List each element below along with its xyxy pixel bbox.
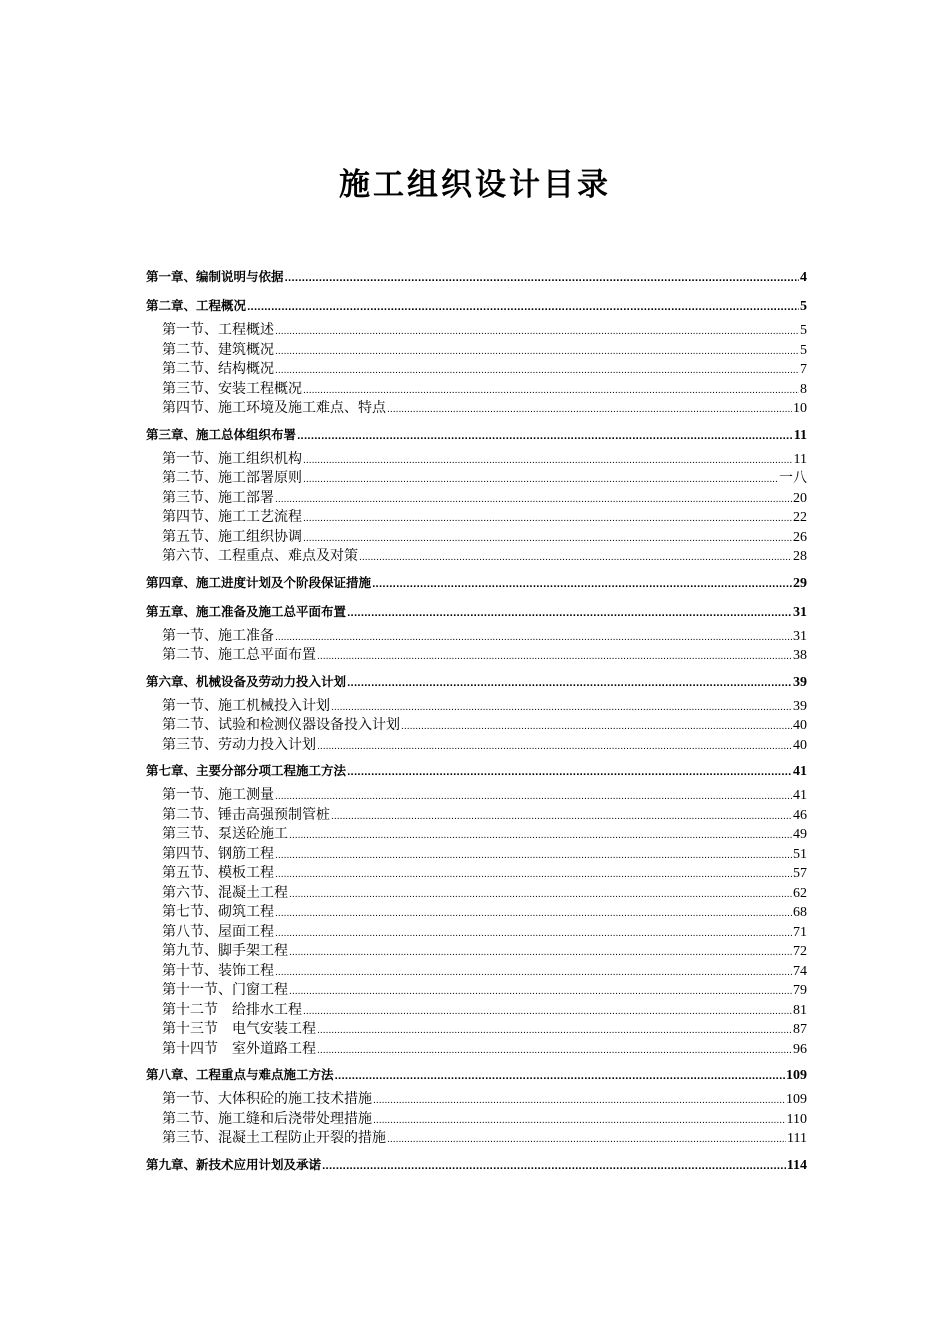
- toc-section-entry[interactable]: [146, 341, 807, 361]
- dot-leader: [275, 627, 792, 649]
- toc-page-number: 29: [793, 575, 807, 591]
- toc-entry-title: 第七章、主要分部分项工程施工方法: [146, 763, 347, 778]
- toc-page-number: 20: [793, 490, 807, 506]
- toc-entry-title: 第一节、施工准备: [162, 627, 274, 644]
- toc-section-entry[interactable]: [146, 627, 807, 647]
- table-of-contents: [146, 262, 807, 1179]
- toc-page-number: 40: [793, 737, 807, 753]
- toc-section-entry[interactable]: [146, 697, 807, 717]
- dot-leader: [275, 786, 792, 808]
- toc-entry-title: 第十节、装饰工程: [162, 962, 274, 979]
- toc-entry-title: 第九节、脚手架工程: [162, 943, 288, 959]
- dot-leader: [275, 903, 792, 925]
- dot-leader: [303, 380, 799, 402]
- dot-leader: [331, 806, 792, 828]
- toc-entry-title: 第六章、机械设备及劳动力投入计划: [146, 673, 347, 689]
- toc-section-entry[interactable]: [146, 1001, 807, 1021]
- toc-section-entry[interactable]: [146, 903, 807, 923]
- toc-page-number: 5: [800, 323, 807, 338]
- toc-entry-title: 第一节、施工机械投入计划: [162, 697, 330, 714]
- toc-page-number: 74: [793, 963, 807, 979]
- dot-leader: [317, 646, 792, 668]
- dot-leader: [303, 1001, 792, 1023]
- dot-leader: [275, 845, 792, 867]
- dot-leader: [275, 489, 792, 511]
- toc-entry-title: 第一章、编制说明与依据: [146, 269, 284, 284]
- dot-leader: [303, 450, 793, 472]
- toc-page-number: 11: [793, 427, 807, 443]
- toc-page-number: 40: [793, 718, 807, 733]
- dot-leader: [247, 291, 799, 323]
- toc-section-entry[interactable]: [146, 508, 807, 528]
- toc-page-number: 51: [793, 846, 807, 862]
- toc-section-entry[interactable]: [146, 469, 807, 489]
- toc-page-number: 31: [793, 604, 807, 620]
- toc-page-number: 8: [800, 381, 807, 397]
- toc-section-entry[interactable]: [146, 825, 807, 845]
- toc-entry-title: 第二节、施工缝和后浇带处理措施: [162, 1110, 372, 1127]
- toc-section-entry[interactable]: [146, 450, 807, 470]
- toc-page-number: 10: [793, 401, 807, 416]
- toc-page-number: 111: [787, 1131, 807, 1146]
- toc-chapter-entry[interactable]: [146, 597, 807, 626]
- toc-page-number: 72: [793, 944, 807, 959]
- dot-leader: [289, 825, 792, 847]
- toc-page-number: 87: [793, 1022, 807, 1037]
- toc-entry-title: 第八节、屋面工程: [162, 923, 274, 940]
- toc-page-number: 46: [793, 807, 807, 823]
- toc-chapter-entry[interactable]: [146, 262, 807, 291]
- toc-entry-title: 第三节、劳动力投入计划: [162, 736, 316, 753]
- dot-leader: [317, 1020, 792, 1042]
- dot-leader: [303, 469, 778, 491]
- toc-page-number: 79: [793, 983, 807, 998]
- toc-page-number: 71: [793, 924, 807, 940]
- toc-chapter-entry[interactable]: [146, 667, 807, 696]
- toc-section-entry[interactable]: [146, 786, 807, 806]
- toc-section-entry[interactable]: [146, 321, 807, 341]
- toc-entry-title: 第一节、施工组织机构: [162, 450, 302, 467]
- dot-leader: [387, 1129, 786, 1151]
- dot-leader: [297, 420, 793, 452]
- toc-section-entry[interactable]: [146, 736, 807, 756]
- dot-leader: [275, 864, 792, 886]
- dot-leader: [289, 884, 792, 906]
- dot-leader: [373, 1090, 785, 1112]
- toc-page-number: 57: [793, 866, 807, 881]
- dot-leader: [275, 321, 799, 343]
- toc-section-entry[interactable]: [146, 528, 807, 548]
- toc-chapter-entry[interactable]: [146, 1060, 807, 1089]
- dot-leader: [303, 508, 792, 530]
- toc-section-entry[interactable]: [146, 923, 807, 943]
- toc-section-entry[interactable]: [146, 399, 807, 419]
- toc-entry-title: 第二节、施工部署原则: [162, 470, 302, 486]
- toc-entry-title: 第一节、施工测量: [162, 787, 274, 803]
- toc-page-number: 49: [793, 827, 807, 842]
- toc-page-number: 22: [793, 510, 807, 525]
- dot-leader: [347, 597, 792, 629]
- toc-section-entry[interactable]: [146, 962, 807, 982]
- toc-page-number: 11: [793, 451, 807, 467]
- toc-section-entry[interactable]: [146, 942, 807, 962]
- toc-chapter-entry[interactable]: [146, 1150, 807, 1179]
- toc-page-number: 62: [793, 885, 807, 901]
- toc-chapter-entry[interactable]: [146, 291, 807, 320]
- dot-leader: [275, 360, 799, 382]
- toc-entry-title: 第三节、混凝土工程防止开裂的措施: [162, 1130, 386, 1146]
- toc-entry-title: 第三节、施工部署: [162, 489, 274, 506]
- toc-page-number: 81: [793, 1002, 807, 1018]
- toc-entry-title: 第三节、安装工程概况: [162, 380, 302, 397]
- toc-page-number: 5: [800, 342, 807, 358]
- toc-entry-title: 第三节、泵送砼施工: [162, 826, 288, 842]
- dot-leader: [401, 716, 792, 738]
- toc-section-entry[interactable]: [146, 547, 807, 567]
- toc-section-entry[interactable]: [146, 1040, 807, 1060]
- toc-section-entry[interactable]: [146, 981, 807, 1001]
- toc-entry-title: 第四章、施工进度计划及个阶段保证措施: [146, 574, 372, 590]
- toc-section-entry[interactable]: [146, 1129, 807, 1149]
- toc-entry-title: 第二节、建筑概况: [162, 341, 274, 358]
- dot-leader: [317, 736, 792, 758]
- dot-leader: [347, 756, 792, 788]
- toc-entry-title: 第一节、工程概述: [162, 322, 274, 338]
- dot-leader: [359, 547, 792, 569]
- toc-entry-title: 第十三节 电气安装工程: [162, 1021, 316, 1037]
- toc-section-entry[interactable]: [146, 1020, 807, 1040]
- toc-page-number: 7: [800, 362, 807, 377]
- toc-entry-title: 第四节、施工工艺流程: [162, 509, 302, 525]
- dot-leader: [289, 981, 792, 1003]
- toc-entry-title: 第五节、施工组织协调: [162, 528, 302, 545]
- toc-entry-title: 第七节、砌筑工程: [162, 904, 274, 920]
- toc-entry-title: 第二节、试验和检测仪器设备投入计划: [162, 717, 400, 733]
- dot-leader: [347, 667, 792, 699]
- toc-section-entry[interactable]: [146, 489, 807, 509]
- toc-section-entry[interactable]: [146, 884, 807, 904]
- dot-leader: [285, 262, 799, 294]
- dot-leader: [335, 1060, 785, 1092]
- toc-page-number: 41: [793, 764, 807, 779]
- toc-page-number: 26: [793, 529, 807, 545]
- dot-leader: [387, 399, 792, 421]
- toc-entry-title: 第二节、施工总平面布置: [162, 647, 316, 663]
- dot-leader: [331, 697, 792, 719]
- toc-entry-title: 第四节、钢筋工程: [162, 845, 274, 862]
- toc-chapter-entry[interactable]: [146, 756, 807, 785]
- toc-page-number: 114: [786, 1157, 807, 1173]
- toc-entry-title: 第二节、结构概况: [162, 361, 274, 377]
- toc-entry-title: 第十二节 给排水工程: [162, 1001, 302, 1018]
- toc-entry-title: 第二章、工程概况: [146, 298, 247, 313]
- toc-chapter-entry[interactable]: [146, 568, 807, 597]
- toc-section-entry[interactable]: [146, 1110, 807, 1130]
- dot-leader: [275, 923, 792, 945]
- toc-section-entry[interactable]: [146, 716, 807, 736]
- dot-leader: [372, 568, 792, 600]
- toc-page-number: 38: [793, 648, 807, 663]
- dot-leader: [373, 1110, 786, 1132]
- toc-page-number: 109: [786, 1068, 807, 1083]
- toc-page-number: 68: [793, 905, 807, 920]
- toc-chapter-entry[interactable]: [146, 420, 807, 449]
- toc-page-number: 一八: [779, 471, 807, 486]
- page-title: 施工组织设计目录: [339, 167, 611, 203]
- toc-entry-title: 第六节、工程重点、难点及对策: [162, 548, 358, 564]
- toc-entry-title: 第五节、模板工程: [162, 865, 274, 881]
- toc-section-entry[interactable]: [146, 1090, 807, 1110]
- toc-entry-title: 第二节、锤击高强预制管桩: [162, 806, 330, 823]
- toc-page-number: 109: [786, 1092, 807, 1107]
- toc-entry-title: 第一节、大体积砼的施工技术措施: [162, 1091, 372, 1107]
- dot-leader: [275, 962, 792, 984]
- toc-section-entry[interactable]: [146, 845, 807, 865]
- toc-entry-title: 第三章、施工总体组织布署: [146, 426, 297, 442]
- dot-leader: [317, 1040, 792, 1062]
- toc-section-entry[interactable]: [146, 646, 807, 666]
- toc-section-entry[interactable]: [146, 806, 807, 826]
- toc-entry-title: 第九章、新技术应用计划及承诺: [146, 1156, 322, 1172]
- toc-section-entry[interactable]: [146, 360, 807, 380]
- toc-entry-title: 第六节、混凝土工程: [162, 884, 288, 901]
- toc-entry-title: 第十一节、门窗工程: [162, 982, 288, 998]
- toc-page-number: 28: [793, 549, 807, 564]
- dot-leader: [322, 1150, 786, 1182]
- toc-section-entry[interactable]: [146, 380, 807, 400]
- toc-page-number: 39: [793, 698, 807, 714]
- toc-entry-title: 第八章、工程重点与难点施工方法: [146, 1067, 334, 1082]
- toc-page-number: 31: [793, 628, 807, 644]
- toc-page-number: 39: [793, 674, 807, 690]
- toc-page-number: 96: [793, 1041, 807, 1057]
- toc-page-number: 4: [800, 270, 807, 285]
- dot-leader: [303, 528, 792, 550]
- toc-section-entry[interactable]: [146, 864, 807, 884]
- toc-page-number: 5: [800, 299, 807, 314]
- toc-entry-title: 第四节、施工环境及施工难点、特点: [162, 400, 386, 416]
- toc-entry-title: 第十四节 室外道路工程: [162, 1040, 316, 1057]
- toc-entry-title: 第五章、施工准备及施工总平面布置: [146, 603, 347, 619]
- dot-leader: [275, 341, 799, 363]
- toc-page-number: 41: [793, 788, 807, 803]
- toc-page-number: 110: [786, 1111, 807, 1127]
- dot-leader: [289, 942, 792, 964]
